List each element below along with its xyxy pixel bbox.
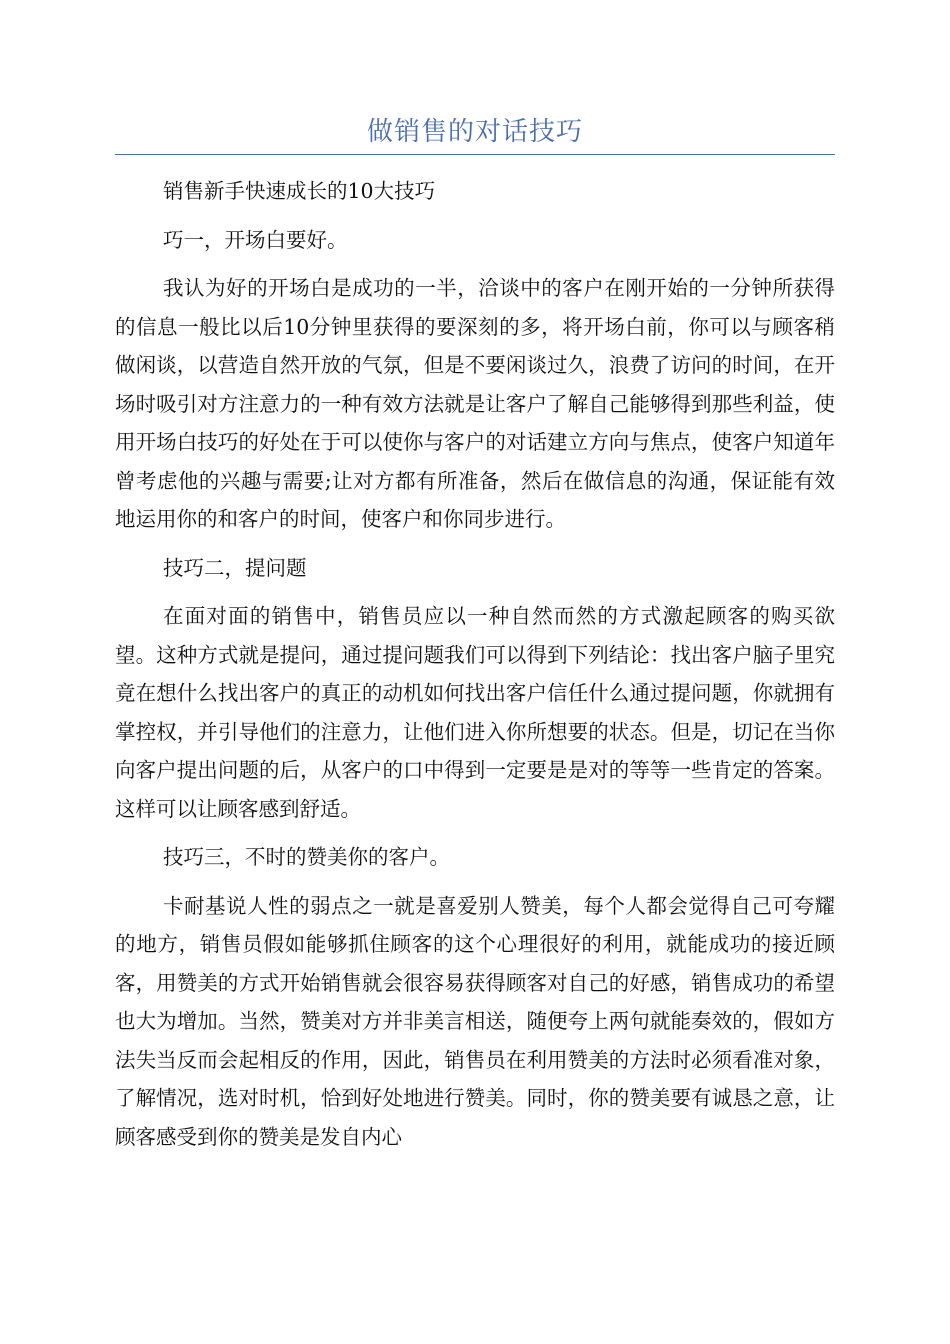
document-title: 做销售的对话技巧 [366, 117, 583, 147]
body-paragraph: 在面对面的销售中，销售员应以一种自然而然的方式激起顾客的购买欲望。这种方式就是提问，通过提问题我们可以得到下列结论：找出客户脑子里究竟在想什么找出客户的真正的动机如何找出客户信任什么通过提问题，你就拥有掌控权，并引导他们的注意力，让他们进入你所想要的状态。但是，切记在当你向客户提出问题的后，从客户的口中得到一定要是是对的等等一些肯定的答案。这样可以让顾客感到舒适。 [115, 604, 835, 821]
document-body [115, 172, 835, 1166]
title-underline [115, 154, 835, 155]
body-paragraph: 卡耐基说人性的弱点之一就是喜爱别人赞美，每个人都会觉得自己可夸耀的地方，销售员假如能够抓住顾客的这个心理很好的利用，就能成功的接近顾客，用赞美的方式开始销售就会很容易获得顾客对自己的好感，销售成功的希望也大为增加。当然，赞美对方并非美言相送，随便夸上两句就能奏效的，假如方法失当反而会起相反的作用，因此，销售员在利用赞美的方法时必须看准对象，了解情况，选对时机，恰到好处地进行赞美。同时，你的赞美要有诚恳之意，让顾客感受到你的赞美是发自内心 [115, 893, 835, 1149]
subtitle-paragraph: 销售新手快速成长的10大技巧 [163, 179, 436, 203]
body-paragraph: 我认为好的开场白是成功的一半，洽谈中的客户在刚开始的一分钟所获得的信息一般比以后10分钟里获得的要深刻的多，将开场白前，你可以与顾客稍做闲谈，以营造自然开放的气氛，但是不要闲谈过久，浪费了访问的时间，在开场时吸引对方注意力的一种有效方法就是让客户了解自己能够得到那些利益，使用开场白技巧的好处在于可以使你与客户的对话建立方向与焦点，使客户知道年曾考虑他的兴趣与需要;让对方都有所准备，然后在做信息的沟通，保证能有效地运用你的和客户的时间，使客户和你同步进行。 [115, 276, 835, 531]
section-heading-3: 技巧三，不时的赞美你的客户。 [163, 845, 450, 869]
section-heading-2: 技巧二，提问题 [163, 555, 307, 580]
section-heading-1: 巧一，开场白要好。 [163, 227, 348, 252]
